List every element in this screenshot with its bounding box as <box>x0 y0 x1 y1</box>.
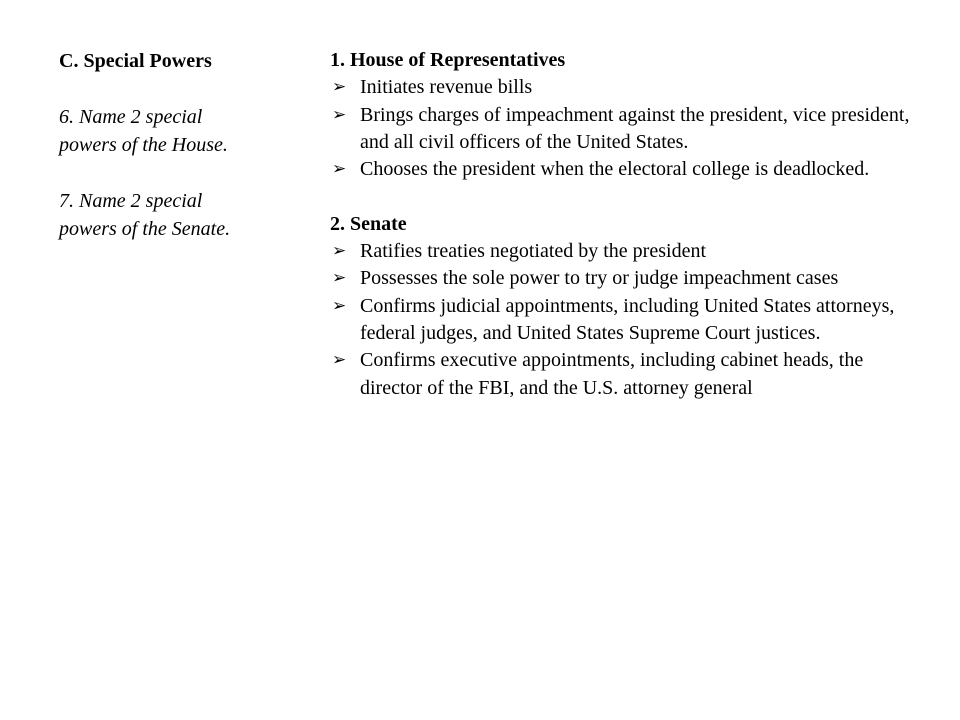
senate-item-text: Confirms executive appointments, including cabinet heads, the director of the FBI, and the U.S. attorney general <box>360 349 864 399</box>
list-item <box>330 238 920 265</box>
arrowhead-bullet-icon: ➢ <box>332 268 347 289</box>
arrowhead-bullet-icon: ➢ <box>332 295 347 316</box>
house-item-text: Chooses the president when the electoral college is deadlocked. <box>360 158 870 181</box>
question-7-line-2: powers of the Senate. <box>59 218 231 240</box>
house-title: 1. House of Representatives <box>330 49 566 71</box>
spacer <box>59 75 309 103</box>
arrowhead-bullet-icon: ➢ <box>332 350 347 371</box>
arrowhead-bullet-icon: ➢ <box>332 77 347 98</box>
house-item-text: Initiates revenue bills <box>360 76 533 99</box>
arrowhead-bullet-icon: ➢ <box>332 241 347 262</box>
list-item <box>330 347 920 402</box>
section-heading: C. Special Powers <box>59 50 212 72</box>
list-item <box>330 156 920 183</box>
list-item <box>330 293 920 348</box>
arrowhead-bullet-icon: ➢ <box>332 104 347 125</box>
senate-powers-list <box>330 238 920 402</box>
spacer <box>330 183 920 210</box>
house-powers-list <box>330 74 920 183</box>
list-item <box>330 74 920 101</box>
spacer <box>59 159 309 187</box>
question-7-line-1: 7. Name 2 special <box>59 190 203 212</box>
arrowhead-bullet-icon: ➢ <box>332 159 347 180</box>
question-6-line-1: 6. Name 2 special <box>59 106 203 128</box>
questions-column <box>59 47 309 243</box>
question-6-line-2: powers of the House. <box>59 134 228 156</box>
senate-item-text: Confirms judicial appointments, including United States attorneys, federal judges, and United States Supreme Court justices. <box>360 294 895 344</box>
list-item <box>330 102 920 157</box>
list-item <box>330 265 920 292</box>
house-item-text: Brings charges of impeachment against the president, vice president, and all civil officers of the United States. <box>360 103 910 153</box>
senate-item-text: Ratifies treaties negotiated by the president <box>360 240 706 263</box>
senate-title: 2. Senate <box>330 212 407 235</box>
senate-item-text: Possesses the sole power to try or judge impeachment cases <box>360 267 839 290</box>
answers-column <box>330 47 920 402</box>
